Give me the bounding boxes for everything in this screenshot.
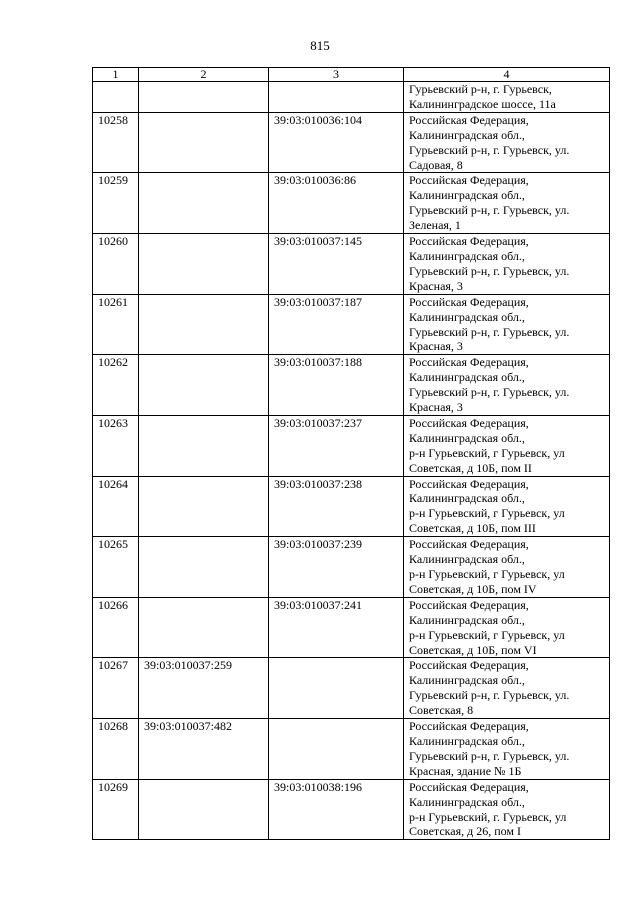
table-row [93, 537, 610, 598]
address-cell [404, 173, 610, 234]
column-2-cell [139, 415, 269, 476]
column-2-cell [139, 537, 269, 598]
address-line: Российская Федерация, [409, 355, 529, 370]
column-2-cell [139, 294, 269, 355]
address-line: Российская Федерация, [409, 537, 529, 552]
address-line: Советская, д 10Б, пом II [409, 460, 532, 475]
address-line: Калининградская обл., [409, 370, 525, 385]
address-line: Советская, д 10Б, пом III [409, 521, 536, 536]
cadastral-number-cell: 39:03:010037:239 [269, 537, 404, 598]
row-number-cell: 10264 [93, 476, 139, 537]
row-number-cell: 10269 [93, 779, 139, 840]
cadastral-number-cell: 39:03:010038:196 [269, 779, 404, 840]
row-number-cell: 10259 [93, 173, 139, 234]
table-row [93, 173, 610, 234]
address-line: Российская Федерация, [409, 294, 529, 309]
address-cell [404, 355, 610, 416]
address-line: Калининградская обл., [409, 673, 525, 688]
column-2-cell [139, 173, 269, 234]
address-line: Гурьевский р-н, г. Гурьевск, ул. [409, 263, 570, 278]
address-line: р-н Гурьевский, г. Гурьевск, ул [409, 809, 567, 824]
column-header-3: 3 [269, 68, 404, 82]
column-2-cell [139, 234, 269, 295]
address-cell [404, 112, 610, 173]
address-line: р-н Гурьевский, г Гурьевск, ул [409, 627, 565, 642]
address-cell [404, 597, 610, 658]
table-row [93, 597, 610, 658]
address-cell [404, 658, 610, 719]
address-line: Гурьевский р-н, г. Гурьевск, [409, 82, 552, 96]
page-number: 815 [310, 38, 330, 53]
address-line: Российская Федерация, [409, 476, 529, 491]
address-line: Калининградская обл., [409, 491, 525, 506]
address-line: Гурьевский р-н, г. Гурьевск, ул. [409, 688, 570, 703]
cadastral-number-cell: 39:03:010037:241 [269, 597, 404, 658]
address-line: Российская Федерация, [409, 658, 529, 673]
address-line: Советская, д 10Б, пом VI [409, 642, 537, 657]
row-number-cell: 10268 [93, 719, 139, 780]
address-line: Советская, д 26, пом I [409, 824, 522, 839]
address-line: Российская Федерация, [409, 173, 529, 188]
table-row [93, 234, 610, 295]
address-line: Калининградское шоссе, 11а [409, 96, 556, 111]
row-number-cell: 10260 [93, 234, 139, 295]
row-number-cell: 10266 [93, 597, 139, 658]
cadastral-number-cell: 39:03:010037:188 [269, 355, 404, 416]
address-line: р-н Гурьевский, г Гурьевск, ул [409, 445, 565, 460]
address-line: Российская Федерация, [409, 415, 529, 430]
cadastral-number-cell [269, 82, 404, 113]
cadastral-number-cell [269, 719, 404, 780]
table-row [93, 719, 610, 780]
table-row [93, 415, 610, 476]
cadastral-number-cell: 39:03:010037:187 [269, 294, 404, 355]
cadastral-number-cell: 39:03:010036:104 [269, 112, 404, 173]
address-line: Российская Федерация, [409, 112, 529, 127]
address-line: Советская, 8 [409, 703, 474, 718]
address-line: Калининградская обл., [409, 309, 525, 324]
address-line: Гурьевский р-н, г. Гурьевск, ул. [409, 203, 570, 218]
address-line: Калининградская обл., [409, 248, 525, 263]
table-row [93, 294, 610, 355]
address-cell [404, 415, 610, 476]
cadastral-number-cell: 39:03:010036:86 [269, 173, 404, 234]
address-line: Красная, 3 [409, 400, 463, 415]
table-row [93, 476, 610, 537]
address-line: Гурьевский р-н, г. Гурьевск, ул. [409, 385, 570, 400]
row-number-cell: 10258 [93, 112, 139, 173]
column-2-cell [139, 597, 269, 658]
address-cell [404, 234, 610, 295]
column-header-2: 2 [139, 68, 269, 82]
table-row [93, 355, 610, 416]
address-cell [404, 779, 610, 840]
address-cell [404, 476, 610, 537]
table-row [93, 112, 610, 173]
address-line: Калининградская обл., [409, 552, 525, 567]
cadastral-number-cell: 39:03:010037:237 [269, 415, 404, 476]
column-2-cell [139, 112, 269, 173]
address-line: Гурьевский р-н, г. Гурьевск, ул. [409, 748, 570, 763]
cadastral-number-cell: 39:03:010037:238 [269, 476, 404, 537]
address-line: Гурьевский р-н, г. Гурьевск, ул. [409, 324, 570, 339]
column-2-cell: 39:03:010037:482 [139, 719, 269, 780]
address-line: р-н Гурьевский, г Гурьевск, ул [409, 506, 565, 521]
address-line: Калининградская обл., [409, 733, 525, 748]
address-line: Калининградская обл., [409, 188, 525, 203]
column-2-cell [139, 82, 269, 113]
registry-table [92, 67, 610, 840]
address-line: Калининградская обл., [409, 127, 525, 142]
address-line: Калининградская обл., [409, 430, 525, 445]
table-row [93, 658, 610, 719]
address-line: Гурьевский р-н, г. Гурьевск, ул. [409, 142, 570, 157]
address-line: Российская Федерация, [409, 719, 529, 734]
column-2-cell [139, 779, 269, 840]
table-row [93, 82, 610, 113]
address-line: Калининградская обл., [409, 612, 525, 627]
table-row [93, 779, 610, 840]
address-line: р-н Гурьевский, г Гурьевск, ул [409, 567, 565, 581]
row-number-cell: 10265 [93, 537, 139, 598]
address-line: Российская Федерация, [409, 597, 529, 612]
address-line: Красная, 3 [409, 278, 463, 293]
address-line: Красная, 3 [409, 339, 463, 354]
column-2-cell [139, 355, 269, 416]
column-2-cell [139, 476, 269, 537]
cadastral-number-cell [269, 658, 404, 719]
row-number-cell: 10263 [93, 415, 139, 476]
address-line: Зеленая, 1 [409, 218, 461, 233]
row-number-cell: 10262 [93, 355, 139, 416]
address-line: Красная, здание № 1Б [409, 763, 522, 778]
column-header-1: 1 [93, 68, 139, 82]
column-header-4: 4 [404, 68, 610, 82]
cadastral-number-cell: 39:03:010037:145 [269, 234, 404, 295]
address-line: Садовая, 8 [409, 157, 463, 172]
address-cell [404, 82, 610, 113]
address-cell [404, 294, 610, 355]
row-number-cell: 10261 [93, 294, 139, 355]
column-2-cell: 39:03:010037:259 [139, 658, 269, 719]
address-cell [404, 719, 610, 780]
address-cell [404, 537, 610, 598]
registry-table-body [93, 68, 610, 840]
address-line: Российская Федерация, [409, 779, 529, 794]
address-line: Советская, д 10Б, пом IV [409, 581, 537, 596]
row-number-cell [93, 82, 139, 113]
address-line: Российская Федерация, [409, 234, 529, 249]
table-header-row [93, 68, 610, 82]
row-number-cell: 10267 [93, 658, 139, 719]
address-line: Калининградская обл., [409, 794, 525, 809]
